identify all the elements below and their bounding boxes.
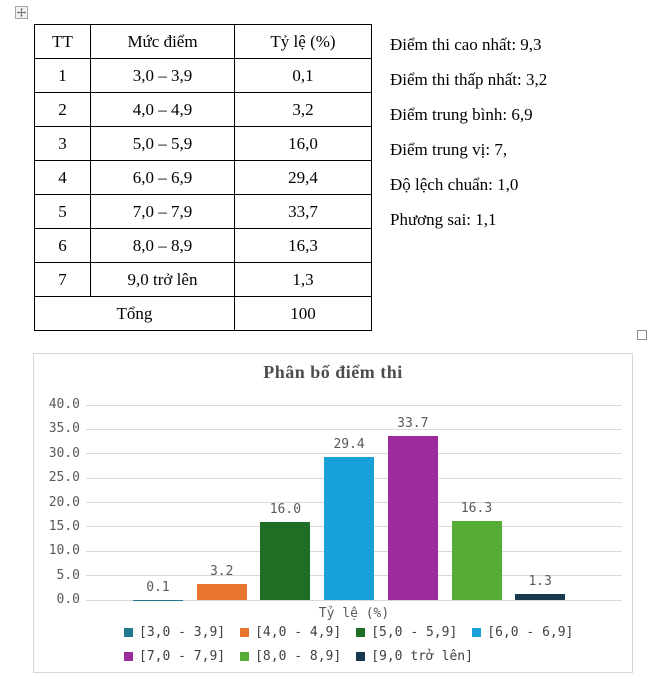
chart-legend	[124, 625, 573, 664]
y-axis-tick-label: 25.0	[48, 470, 80, 486]
legend-label: [4,0 - 4,9]	[255, 625, 342, 640]
table-cell: 9,0 trở lên	[91, 263, 235, 297]
table-cell: 1	[35, 59, 91, 93]
legend-item	[356, 649, 473, 664]
table-cell: 3,0 – 3,9	[91, 59, 235, 93]
bar-value-label: 3.2	[209, 564, 234, 580]
table-total-row	[35, 297, 372, 331]
table-cell: 5,0 – 5,9	[91, 127, 235, 161]
table-row	[35, 59, 372, 93]
stat-line: Phương sai: 1,1	[390, 210, 497, 229]
legend-item	[124, 649, 225, 664]
legend-swatch-icon	[472, 628, 481, 637]
column-header: Tỷ lệ (%)	[235, 25, 372, 59]
bar-[5,0 - 5,9]	[260, 522, 310, 600]
stat-line: Điểm trung vị: 7,	[390, 140, 508, 159]
bar-[8,0 - 8,9]	[452, 521, 502, 600]
table-cell: 6	[35, 229, 91, 263]
column-header: Mức điểm	[91, 25, 235, 59]
total-value: 100	[235, 297, 372, 331]
legend-label: [7,0 - 7,9]	[139, 649, 226, 664]
column-header: TT	[35, 25, 91, 59]
legend-swatch-icon	[356, 628, 365, 637]
table-cell: 6,0 – 6,9	[91, 161, 235, 195]
bar-[7,0 - 7,9]	[388, 436, 438, 600]
stat-line: Điểm trung bình: 6,9	[390, 105, 533, 124]
legend-row	[124, 625, 573, 640]
table-row	[35, 93, 372, 127]
legend-item	[240, 625, 341, 640]
bar-value-label: 16.3	[460, 500, 493, 516]
score-distribution-table	[34, 24, 372, 331]
table-cell: 3	[35, 127, 91, 161]
table-cell: 16,3	[235, 229, 372, 263]
table-cell: 7,0 – 7,9	[91, 195, 235, 229]
y-axis-tick-label: 35.0	[48, 421, 80, 437]
score-chart-object[interactable]	[33, 353, 633, 673]
gridline	[86, 429, 622, 430]
legend-item	[240, 649, 341, 664]
chart-plot-area	[34, 397, 634, 607]
legend-label: [9,0 trở lên]	[371, 649, 473, 664]
legend-item	[124, 625, 225, 640]
legend-swatch-icon	[124, 652, 133, 661]
bar-value-label: 0.1	[146, 579, 170, 595]
table-cell: 1,3	[235, 263, 372, 297]
y-axis-tick-label: 0.0	[56, 592, 80, 607]
stat-line: Điểm thi cao nhất: 9,3	[390, 35, 542, 54]
table-row	[35, 229, 372, 263]
table-header-row	[35, 25, 372, 59]
table-cell: 16,0	[235, 127, 372, 161]
legend-item	[472, 625, 573, 640]
bar-value-label: 29.4	[333, 436, 365, 452]
y-axis-tick-label: 40.0	[48, 397, 80, 412]
chart-x-axis-label: Tỷ lệ (%)	[318, 606, 390, 621]
legend-item	[356, 625, 457, 640]
legend-label: [5,0 - 5,9]	[371, 625, 458, 640]
y-axis-tick-label: 10.0	[48, 543, 80, 559]
table-cell: 8,0 – 8,9	[91, 229, 235, 263]
table-cell: 7	[35, 263, 91, 297]
chart-title: Phân bố điểm thi	[263, 362, 403, 382]
bar-[4,0 - 4,9]	[197, 584, 247, 600]
legend-swatch-icon	[240, 652, 249, 661]
legend-swatch-icon	[356, 652, 365, 661]
y-axis-tick-label: 30.0	[48, 445, 80, 461]
stat-line: Độ lệch chuẩn: 1,0	[390, 175, 519, 194]
bar-[6,0 - 6,9]	[324, 457, 374, 600]
y-axis-tick-label: 5.0	[56, 567, 80, 583]
table-row	[35, 263, 372, 297]
legend-label: [6,0 - 6,9]	[487, 625, 574, 640]
table-cell: 0,1	[235, 59, 372, 93]
table-cell: 2	[35, 93, 91, 127]
gridline	[86, 453, 622, 454]
table-move-handle[interactable]	[15, 6, 28, 19]
table-row	[35, 127, 372, 161]
total-label: Tổng	[35, 297, 235, 331]
legend-swatch-icon	[124, 628, 133, 637]
table-cell: 5	[35, 195, 91, 229]
table-cell: 3,2	[235, 93, 372, 127]
stat-line: Điểm thi thấp nhất: 3,2	[390, 70, 548, 89]
table-cell: 4,0 – 4,9	[91, 93, 235, 127]
bar-value-label: 33.7	[397, 415, 429, 431]
stats-list	[390, 27, 547, 237]
bar-value-label: 16.0	[269, 502, 302, 517]
move-icon	[17, 8, 26, 17]
legend-swatch-icon	[240, 628, 249, 637]
table-row	[35, 161, 372, 195]
y-axis-tick-label: 15.0	[48, 518, 80, 534]
gridline	[86, 405, 622, 406]
bar-value-label: 1.3	[528, 573, 552, 589]
bar-[9,0 trở lên]	[515, 594, 565, 600]
legend-row	[124, 649, 573, 664]
table-cell: 33,7	[235, 195, 372, 229]
table-row	[35, 195, 372, 229]
y-axis-tick-label: 20.0	[48, 494, 80, 510]
table-cell: 29,4	[235, 161, 372, 195]
legend-label: [8,0 - 8,9]	[255, 649, 342, 664]
legend-label: [3,0 - 3,9]	[139, 625, 226, 640]
object-anchor-square[interactable]	[637, 330, 647, 340]
table-cell: 4	[35, 161, 91, 195]
